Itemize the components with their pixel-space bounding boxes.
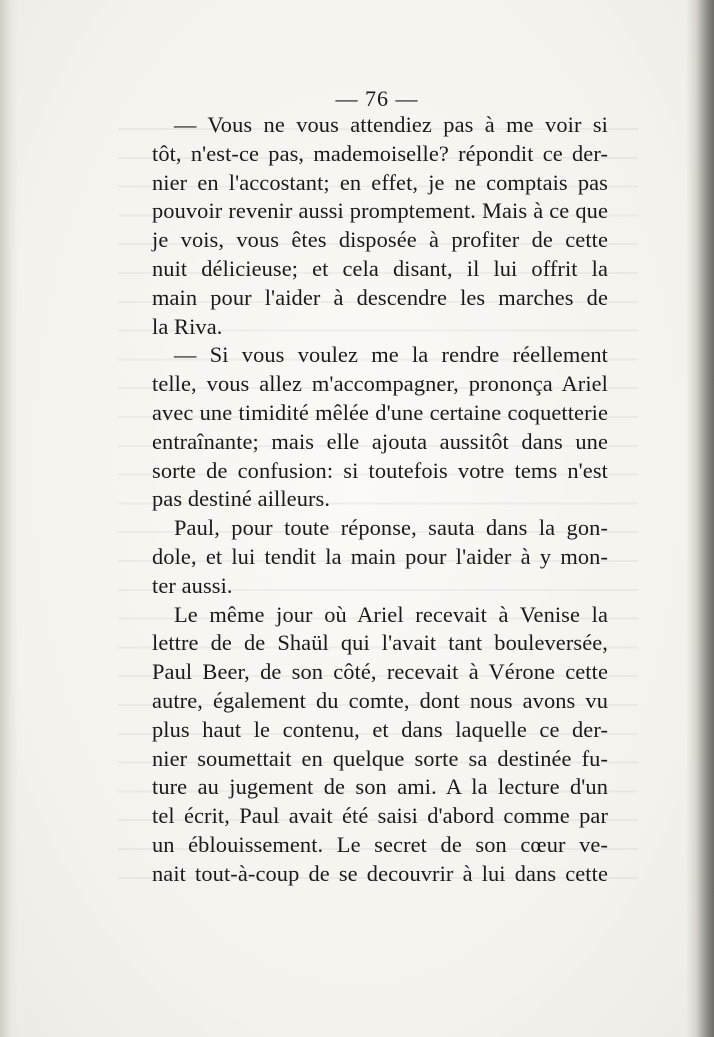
- page-right-edge: [686, 0, 714, 1037]
- text-line: Paul Beer, de son côté, recevait à Vérone cette: [152, 659, 608, 685]
- text-line: main pour l'aider à descendre les marches de: [152, 284, 608, 310]
- text-line: tôt, n'est-ce pas, mademoiselle? répondit ce der-: [152, 140, 608, 166]
- text-line: plus haut le contenu, et dans laquelle ce der-: [152, 716, 608, 742]
- text-line: un éblouissement. Le secret de son cœur ve-: [152, 831, 608, 857]
- page-left-edge: [0, 0, 18, 1037]
- text-line: sorte de confusion: si toutefois votre tems n'est: [152, 457, 608, 483]
- text-line: nier soumettait en quelque sorte sa destinée fu-: [152, 745, 608, 771]
- text-line: je vois, vous êtes disposée à profiter de cette: [152, 227, 608, 253]
- text-line: la Riva.: [152, 313, 223, 339]
- text-line: ter aussi.: [152, 572, 233, 598]
- text-line: ture au jugement de son ami. A la lecture d'un: [152, 774, 608, 800]
- text-line: entraînante; mais elle ajouta aussitôt dans une: [152, 428, 608, 454]
- text-line: telle, vous allez m'accompagner, prononça Ariel: [152, 371, 608, 397]
- text-line: Le même jour où Ariel recevait à Venise la: [174, 601, 608, 627]
- text-line: pas destiné ailleurs.: [152, 486, 331, 512]
- text-line: — Vous ne vous attendiez pas à me voir si: [174, 112, 608, 137]
- text-line: Paul, pour toute réponse, sauta dans la gon-: [174, 515, 608, 541]
- body-text: [152, 111, 608, 889]
- text-line: dole, et lui tendit la main pour l'aider à y mon-: [152, 543, 608, 569]
- text-line: nuit délicieuse; et cela disant, il lui offrit la: [152, 255, 608, 281]
- text-line: pouvoir revenir aussi promptement. Mais à ce que: [152, 198, 608, 224]
- text-line: nait tout-à-coup de se decouvrir à lui dans cette: [152, 860, 608, 886]
- text-line: nier en l'accostant; en effet, je ne comptais pas: [152, 169, 608, 195]
- page-number: — 76 —: [335, 86, 419, 111]
- text-line: — Si vous voulez me la rendre réellement: [174, 342, 608, 368]
- text-line: lettre de de Shaül qui l'avait tant bouleversée,: [152, 630, 608, 656]
- text-line: tel écrit, Paul avait été saisi d'abord comme par: [152, 803, 608, 829]
- text-line: autre, également du comte, dont nous avons vu: [152, 687, 608, 713]
- text-line: avec une timidité mêlée d'une certaine coquetterie: [152, 399, 608, 425]
